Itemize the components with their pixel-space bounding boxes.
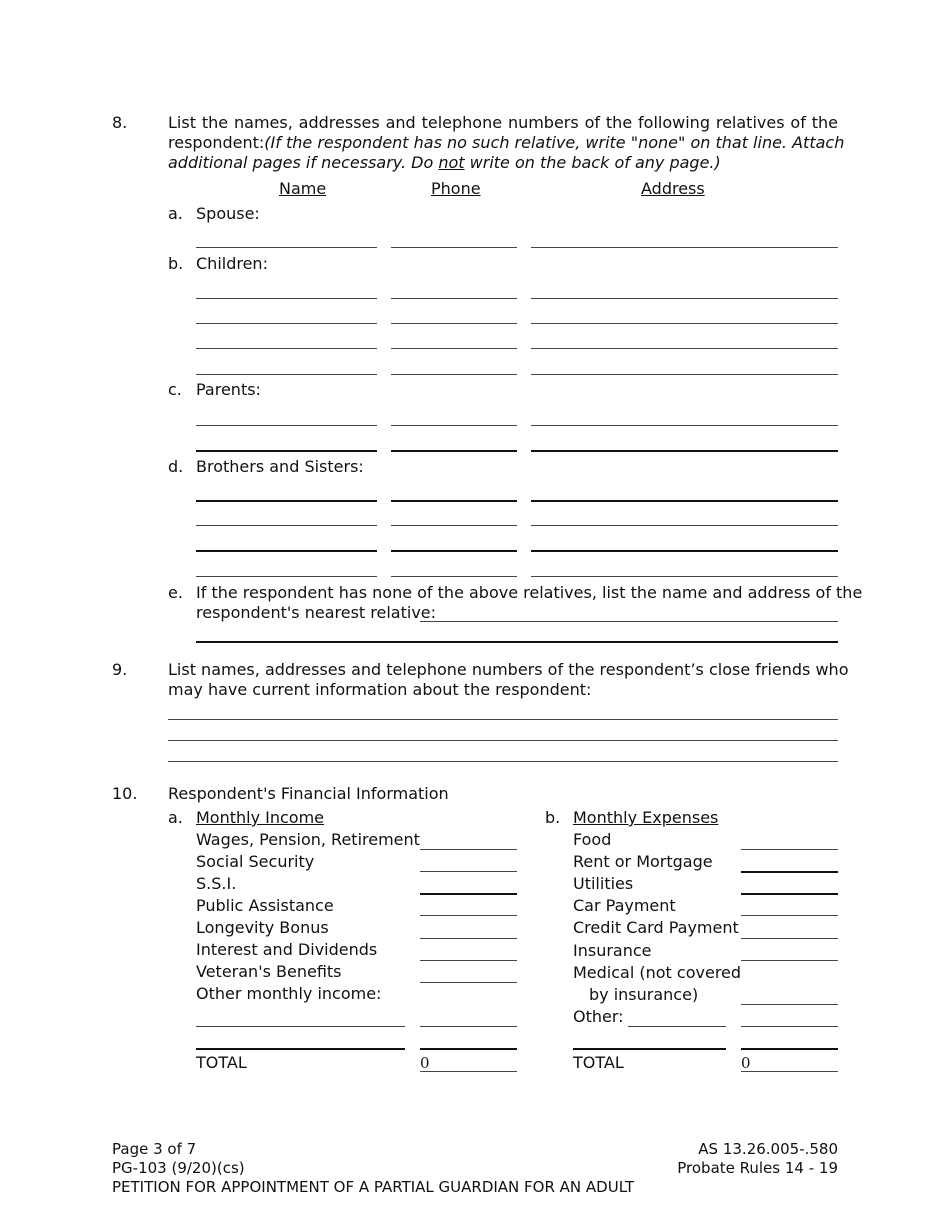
q9-number: 9. bbox=[112, 660, 128, 679]
income-total-value: 0 bbox=[420, 1054, 430, 1072]
siblings-phone-field[interactable] bbox=[391, 576, 517, 577]
expense-amount-field[interactable] bbox=[741, 915, 838, 916]
children-phone-field[interactable] bbox=[391, 323, 517, 324]
q8-respondent-label: respondent: bbox=[168, 133, 265, 152]
income-item-label: Other monthly income: bbox=[196, 984, 382, 1003]
expense-item-label: Medical (not covered bbox=[573, 963, 742, 982]
children-address-field[interactable] bbox=[531, 323, 838, 324]
column-header-address: Address bbox=[641, 179, 705, 198]
q8b-letter: b. bbox=[168, 254, 184, 273]
parents-name-field[interactable] bbox=[196, 450, 377, 452]
nearest-relative-address-field[interactable] bbox=[196, 641, 838, 643]
q8b-children-label: Children: bbox=[196, 254, 268, 273]
footer-page-number: Page 3 of 7 bbox=[112, 1140, 197, 1158]
children-name-field[interactable] bbox=[196, 374, 377, 375]
children-address-field[interactable] bbox=[531, 348, 838, 349]
expense-amount-field[interactable] bbox=[741, 1004, 838, 1005]
expense-amount-field[interactable] bbox=[741, 871, 838, 873]
children-phone-field[interactable] bbox=[391, 348, 517, 349]
children-phone-field[interactable] bbox=[391, 298, 517, 299]
column-header-phone: Phone bbox=[431, 179, 481, 198]
expense-amount-field[interactable] bbox=[741, 938, 838, 939]
q9-line1: List names, addresses and telephone numbers of the respondent’s close friends who bbox=[168, 660, 849, 679]
income-amount-field[interactable] bbox=[420, 871, 517, 872]
children-name-field[interactable] bbox=[196, 298, 377, 299]
friends-field-3[interactable] bbox=[168, 761, 838, 762]
q8d-siblings-label: Brothers and Sisters: bbox=[196, 457, 364, 476]
expense-amount-field[interactable] bbox=[741, 849, 838, 850]
footer-statute: AS 13.26.005-.580 bbox=[698, 1140, 838, 1158]
siblings-name-field[interactable] bbox=[196, 525, 377, 526]
q10-number: 10. bbox=[112, 784, 138, 803]
other-expense-amount-field-2[interactable] bbox=[741, 1048, 838, 1050]
monthly-expenses-heading: Monthly Expenses bbox=[573, 808, 719, 827]
nearest-relative-field[interactable] bbox=[420, 621, 838, 622]
other-expense-description-field[interactable] bbox=[628, 1026, 726, 1027]
q8-instruction-italic: (If the respondent has no such relative, write "none" on that line. Attach bbox=[264, 133, 845, 152]
spouse-phone-field[interactable] bbox=[391, 247, 517, 248]
parents-address-field[interactable] bbox=[531, 425, 838, 426]
income-item-label: Interest and Dividends bbox=[196, 940, 378, 959]
expense-item-label: Other: bbox=[573, 1007, 624, 1026]
expense-item-label: by insurance) bbox=[589, 985, 699, 1004]
income-item-label: Longevity Bonus bbox=[196, 918, 329, 937]
siblings-address-field[interactable] bbox=[531, 550, 838, 552]
q8-line3-not: not bbox=[438, 153, 465, 172]
q10-title: Respondent's Financial Information bbox=[168, 784, 449, 803]
siblings-name-field[interactable] bbox=[196, 550, 377, 552]
siblings-phone-field[interactable] bbox=[391, 525, 517, 526]
expense-item-label: Utilities bbox=[573, 874, 634, 893]
q8-intro-line1: List the names, addresses and telephone numbers of the following relatives of the bbox=[168, 113, 838, 132]
expense-item-label: Insurance bbox=[573, 941, 652, 960]
footer-form-code: PG-103 (9/20)(cs) bbox=[112, 1159, 245, 1177]
children-name-field[interactable] bbox=[196, 323, 377, 324]
expense-item-label: Food bbox=[573, 830, 612, 849]
children-name-field[interactable] bbox=[196, 348, 377, 349]
siblings-name-field[interactable] bbox=[196, 576, 377, 577]
income-item-label: Wages, Pension, Retirement bbox=[196, 830, 420, 849]
income-amount-field[interactable] bbox=[420, 960, 517, 961]
q8a-spouse-label: Spouse: bbox=[196, 204, 260, 223]
siblings-address-field[interactable] bbox=[531, 576, 838, 577]
expense-item-label: Credit Card Payment bbox=[573, 918, 739, 937]
spouse-address-field[interactable] bbox=[531, 247, 838, 248]
spouse-name-field[interactable] bbox=[196, 247, 377, 248]
other-expense-amount-field[interactable] bbox=[741, 1026, 838, 1027]
siblings-address-field[interactable] bbox=[531, 500, 838, 502]
siblings-name-field[interactable] bbox=[196, 500, 377, 502]
parents-phone-field[interactable] bbox=[391, 450, 517, 452]
other-income-description-field-2[interactable] bbox=[196, 1048, 405, 1050]
income-total-label: TOTAL bbox=[196, 1053, 247, 1072]
q9-line2: may have current information about the respondent: bbox=[168, 680, 592, 699]
income-item-label: S.S.I. bbox=[196, 874, 237, 893]
expense-item-label: Rent or Mortgage bbox=[573, 852, 713, 871]
expense-amount-field[interactable] bbox=[741, 960, 838, 961]
other-expense-description-field-2[interactable] bbox=[573, 1048, 726, 1050]
children-address-field[interactable] bbox=[531, 298, 838, 299]
q8-intro-line3 bbox=[168, 153, 721, 173]
siblings-address-field[interactable] bbox=[531, 525, 838, 526]
q8c-parents-label: Parents: bbox=[196, 380, 261, 399]
other-income-amount-field[interactable] bbox=[420, 1026, 517, 1027]
friends-field-1[interactable] bbox=[168, 719, 838, 720]
q8-intro-line2 bbox=[168, 133, 845, 153]
income-amount-field[interactable] bbox=[420, 893, 517, 895]
siblings-phone-field[interactable] bbox=[391, 500, 517, 502]
expenses-total-value: 0 bbox=[741, 1054, 751, 1072]
column-header-name: Name bbox=[279, 179, 327, 198]
q8-line3-part-b: write on the back of any page.) bbox=[464, 153, 721, 172]
footer-form-title: PETITION FOR APPOINTMENT OF A PARTIAL GUARDIAN FOR AN ADULT bbox=[112, 1178, 635, 1196]
parents-phone-field[interactable] bbox=[391, 425, 517, 426]
friends-field-2[interactable] bbox=[168, 740, 838, 741]
other-income-description-field[interactable] bbox=[196, 1026, 405, 1027]
q8-number: 8. bbox=[112, 113, 128, 132]
q8e-letter: e. bbox=[168, 583, 183, 602]
income-amount-field[interactable] bbox=[420, 938, 517, 939]
income-amount-field[interactable] bbox=[420, 849, 517, 850]
footer-probate-rules: Probate Rules 14 - 19 bbox=[677, 1159, 838, 1177]
expenses-letter: b. bbox=[545, 808, 561, 827]
children-address-field[interactable] bbox=[531, 374, 838, 375]
income-letter: a. bbox=[168, 808, 183, 827]
parents-address-field[interactable] bbox=[531, 450, 838, 452]
income-amount-field[interactable] bbox=[420, 982, 517, 983]
expenses-total-label: TOTAL bbox=[573, 1053, 624, 1072]
q8c-letter: c. bbox=[168, 380, 182, 399]
monthly-income-heading: Monthly Income bbox=[196, 808, 325, 827]
income-amount-field[interactable] bbox=[420, 915, 517, 916]
income-item-label: Public Assistance bbox=[196, 896, 334, 915]
income-item-label: Veteran's Benefits bbox=[196, 962, 342, 981]
q8e-line2: respondent's nearest relative: bbox=[196, 603, 437, 622]
q8a-letter: a. bbox=[168, 204, 183, 223]
siblings-phone-field[interactable] bbox=[391, 550, 517, 552]
other-income-amount-field-2[interactable] bbox=[420, 1048, 517, 1050]
q8-line3-part-a: additional pages if necessary. Do bbox=[168, 153, 439, 172]
income-item-label: Social Security bbox=[196, 852, 315, 871]
parents-name-field[interactable] bbox=[196, 425, 377, 426]
expenses-total-field[interactable] bbox=[741, 1071, 838, 1072]
expense-item-label: Car Payment bbox=[573, 896, 676, 915]
q8d-letter: d. bbox=[168, 457, 184, 476]
q8e-line1: If the respondent has none of the above relatives, list the name and address of the bbox=[196, 583, 863, 602]
children-phone-field[interactable] bbox=[391, 374, 517, 375]
expense-amount-field[interactable] bbox=[741, 893, 838, 895]
income-total-field[interactable] bbox=[420, 1071, 517, 1072]
